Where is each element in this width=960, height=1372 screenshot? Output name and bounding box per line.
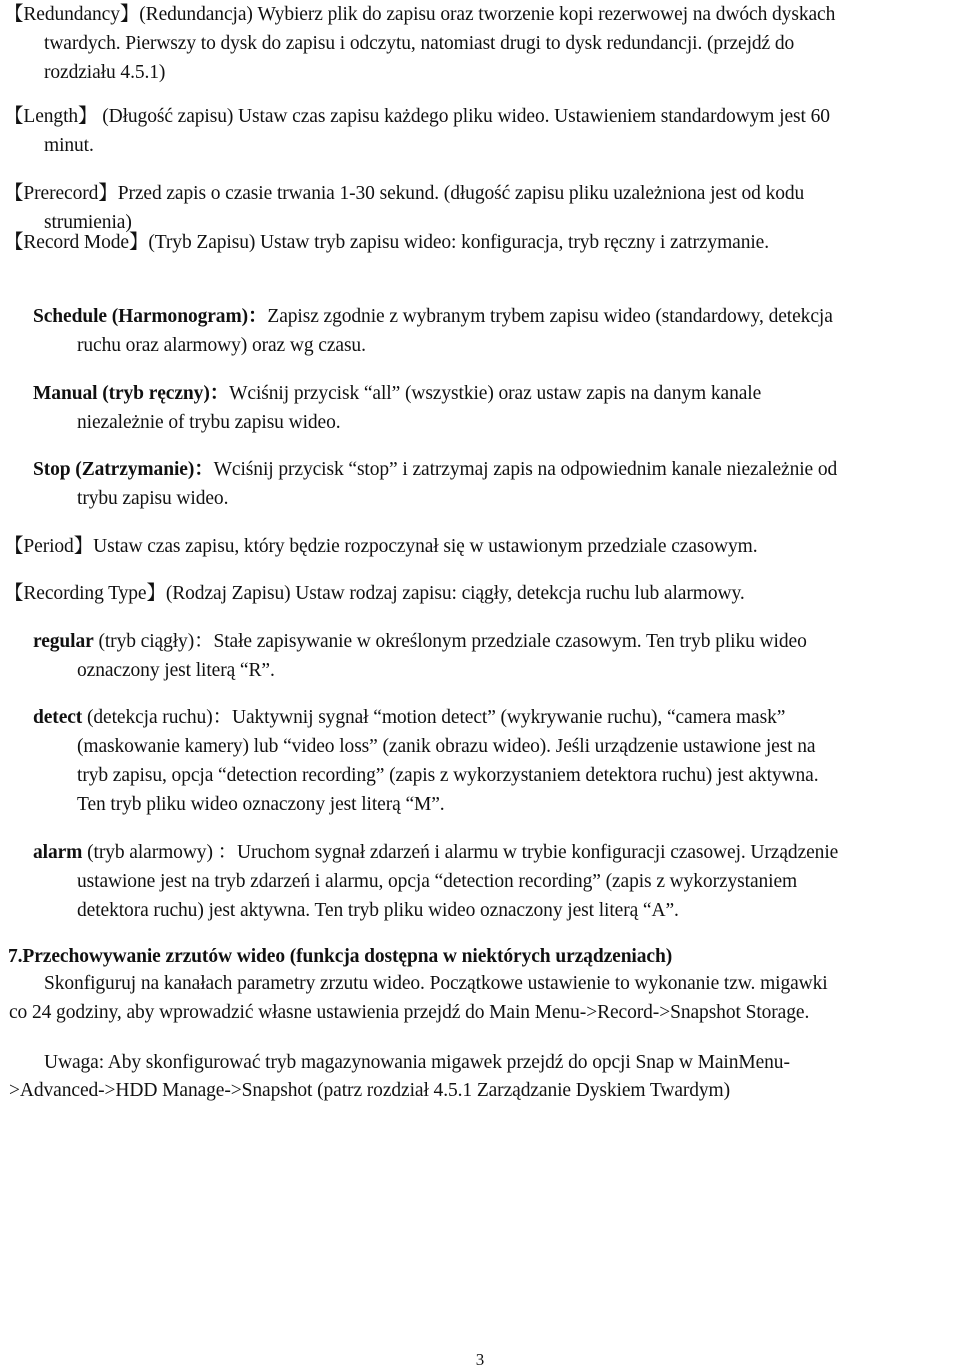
length-term: 【Length】 <box>4 106 98 127</box>
detect-term: detect <box>33 707 83 728</box>
stop-desc-1: Wciśnij przycisk “stop” i zatrzymaj zapis na odpowiednim kanale niezależnie od <box>213 459 838 480</box>
prerecord-term: 【Prerecord】 <box>4 183 118 204</box>
schedule-desc-1: Zapisz zgodnie z wybranym trybem zapisu wideo (standardowy, detekcja <box>267 306 833 327</box>
alarm-line-1 <box>33 838 838 867</box>
length-line-1 <box>4 102 830 131</box>
redundancy-line-2: twardych. Pierwszy to dysk do zapisu i odczytu, natomiast drugi to dysk redundancji. (przejdź do <box>44 33 795 54</box>
redundancy-line-3: rozdziału 4.5.1) <box>44 62 166 83</box>
prerecord-desc-1: Przed zapis o czasie trwania 1-30 sekund. (długość zapisu pliku uzależniona jest od kodu <box>117 183 805 204</box>
regular-line-2: oznaczony jest literą “R”. <box>77 660 275 681</box>
section-7-para-line-2: co 24 godziny, aby wprowadzić własne ustawienia przejdź do Main Menu->Record->Snapshot Storage. <box>9 1002 810 1023</box>
period-term: 【Period】 <box>4 536 94 557</box>
detect-line-4: Ten tryb pliku wideo oznaczony jest literą “M”. <box>77 794 445 815</box>
schedule-term: Schedule (Harmonogram)： <box>33 306 268 327</box>
recording-type-line-1 <box>4 579 745 608</box>
stop-term: Stop (Zatrzymanie)： <box>33 459 214 480</box>
manual-desc-1: Wciśnij przycisk “all” (wszystkie) oraz ustaw zapis na danym kanale <box>229 383 762 404</box>
redundancy-desc-1: (Redundancja) Wybierz plik do zapisu oraz tworzenie kopi rezerwowej na dwóch dyskach <box>139 4 836 25</box>
record-mode-term: 【Record Mode】 <box>4 232 149 253</box>
detect-desc-1: (detekcja ruchu)：Uaktywnij sygnał “motion detect” (wykrywanie ruchu), “camera mask” <box>82 707 786 728</box>
recording-type-term: 【Recording Type】 <box>4 583 166 604</box>
section-7-para-line-1: Skonfiguruj na kanałach parametry zrzutu wideo. Początkowe ustawienie to wykonanie tzw. migawki <box>44 973 828 994</box>
regular-line-1 <box>33 627 807 656</box>
alarm-line-3: detektora ruchu) jest aktywna. Ten tryb pliku wideo oznaczony jest literą “A”. <box>77 900 679 921</box>
length-desc-1: (Długość zapisu) Ustaw czas zapisu każdego pliku wideo. Ustawieniem standardowym jest 60 <box>97 106 830 127</box>
detect-line-3: tryb zapisu, opcja “detection recording” (zapis z wykorzystaniem detektora ruchu) jest aktywna. <box>77 765 819 786</box>
stop-line-1 <box>33 455 837 484</box>
detect-line-1 <box>33 703 785 732</box>
record-mode-desc-1: (Tryb Zapisu) Ustaw tryb zapisu wideo: konfiguracja, tryb ręczny i zatrzymanie. <box>148 232 769 253</box>
alarm-desc-1: (tryb alarmowy) ：Uruchom sygnał zdarzeń i alarmu w trybie konfiguracji czasowej. Urządzenie <box>82 842 839 863</box>
schedule-line-2: ruchu oraz alarmowy) oraz wg czasu. <box>77 335 366 356</box>
alarm-term: alarm <box>33 842 83 863</box>
schedule-line-1 <box>33 302 833 331</box>
prerecord-line-2: strumienia) <box>44 212 132 233</box>
manual-term: Manual (tryb ręczny)： <box>33 383 230 404</box>
period-line-1 <box>4 532 758 561</box>
regular-desc-1: (tryb ciągły)：Stałe zapisywanie w określonym przedziale czasowym. Ten tryb pliku wideo <box>93 631 807 652</box>
regular-term: regular <box>33 631 94 652</box>
recording-type-desc-1: (Rodzaj Zapisu) Ustaw rodzaj zapisu: ciągły, detekcja ruchu lub alarmowy. <box>165 583 745 604</box>
manual-line-1 <box>33 379 761 408</box>
redundancy-term: 【Redundancy】 <box>4 4 140 25</box>
section-7-note-line-2: >Advanced->HDD Manage->Snapshot (patrz rozdział 4.5.1 Zarządzanie Dyskiem Twardym) <box>9 1080 731 1101</box>
record-mode-row <box>4 228 769 257</box>
section-7-note-line-1: Uwaga: Aby skonfigurować tryb magazynowania migawek przejdź do opcji Snap w MainMenu- <box>44 1052 790 1073</box>
page-number: 3 <box>475 1350 485 1369</box>
detect-line-2: (maskowanie kamery) lub “video loss” (zanik obrazu wideo). Jeśli urządzenie ustawione jest na <box>77 736 816 757</box>
prerecord-line-1 <box>4 179 804 208</box>
manual-line-2: niezależnie of trybu zapisu wideo. <box>77 412 341 433</box>
length-line-2: minut. <box>44 135 94 156</box>
alarm-line-2: ustawione jest na tryb zdarzeń i alarmu, opcja “detection recording” (zapis z wykorzystaniem <box>77 871 798 892</box>
stop-line-2: trybu zapisu wideo. <box>77 488 229 509</box>
redundancy-line-1 <box>4 0 835 29</box>
section-7-heading: 7.Przechowywanie zrzutów wideo (funkcja dostępna w niektórych urządzeniach) <box>8 946 673 967</box>
period-desc-1: Ustaw czas zapisu, który będzie rozpoczynał się w ustawionym przedziale czasowym. <box>93 536 758 557</box>
